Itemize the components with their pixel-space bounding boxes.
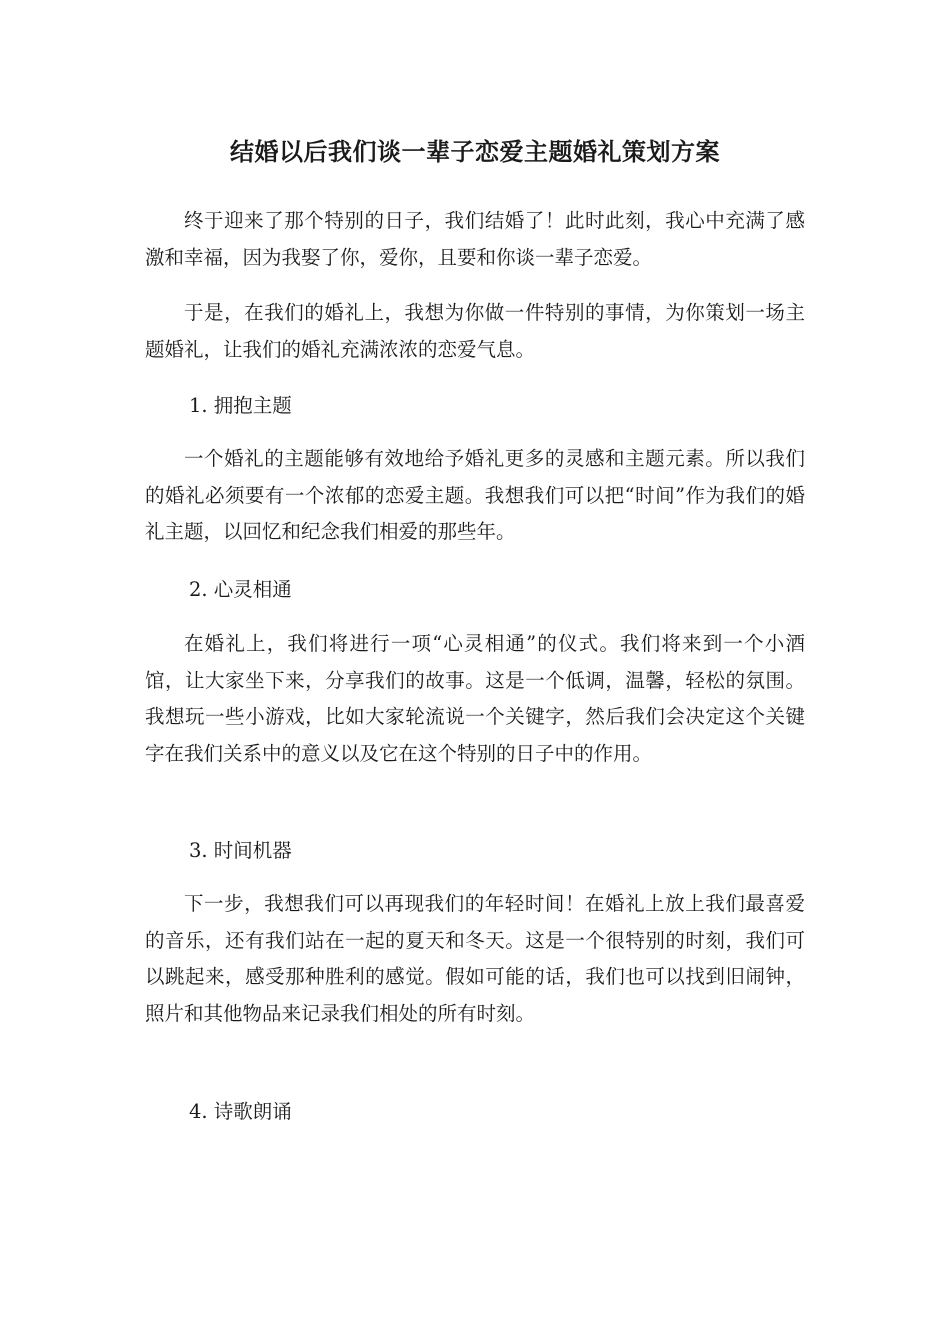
section-heading-4: 4. 诗歌朗诵 (189, 1100, 292, 1123)
section-body-2: 在婚礼上，我们将进行一项“心灵相通”的仪式。我们将来到一个小酒馆，让大家坐下来，分享我们的故事。这是一个低调，温馨，轻松的氛围。我想玩一些小游戏，比如大家轮流说一个关键字，然后我们会决定这个关键字在我们关系中的意义以及它在这个特别的日子中的作用。 (145, 632, 805, 765)
intro-paragraph-1: 终于迎来了那个特别的日子，我们结婚了！此时此刻，我心中充满了感激和幸福，因为我娶了你，爱你，且要和你谈一辈子恋爱。 (145, 209, 805, 269)
section-heading-3: 3. 时间机器 (189, 839, 292, 862)
section-heading-1: 1. 拥抱主题 (189, 394, 292, 417)
section-heading-2: 2. 心灵相通 (189, 578, 292, 601)
section-body-3: 下一步，我想我们可以再现我们的年轻时间！在婚礼上放上我们最喜爱的音乐，还有我们站在一起的夏天和冬天。这是一个很特别的时刻，我们可以跳起来，感受那种胜利的感觉。假如可能的话，我们也可以找到旧闹钟，照片和其他物品来记录我们相处的所有时刻。 (145, 892, 805, 1025)
section-body-1: 一个婚礼的主题能够有效地给予婚礼更多的灵感和主题元素。所以我们的婚礼必须要有一个浓郁的恋爱主题。我想我们可以把“时间”作为我们的婚礼主题，以回忆和纪念我们相爱的那些年。 (145, 447, 805, 544)
document-title: 结婚以后我们谈一辈子恋爱主题婚礼策划方案 (230, 138, 720, 166)
intro-paragraph-2: 于是，在我们的婚礼上，我想为你做一件特别的事情，为你策划一场主题婚礼，让我们的婚礼充满浓浓的恋爱气息。 (145, 301, 805, 361)
